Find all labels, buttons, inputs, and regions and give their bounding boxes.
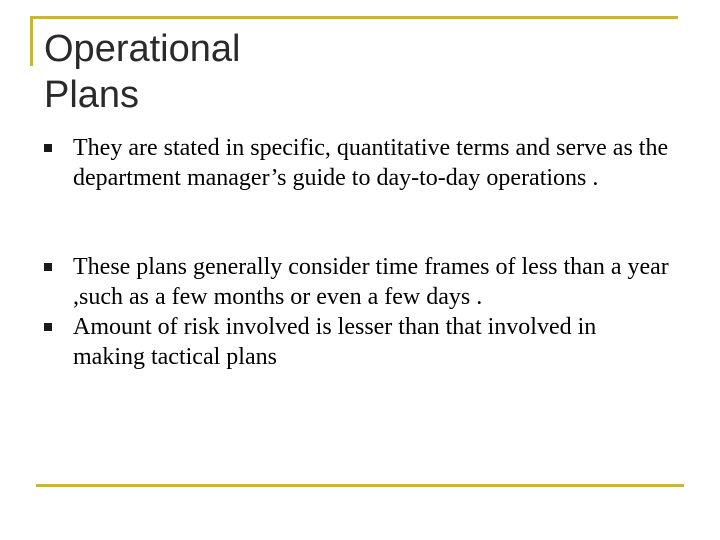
bullet-list	[44, 133, 674, 372]
slide-title-line-2: Plans	[44, 74, 140, 116]
slide-title	[44, 26, 644, 118]
bullet-text-2: These plans generally consider time frames of less than a year ,such as a few months or even a few days .	[73, 254, 669, 310]
square-bullet-icon	[44, 263, 52, 271]
slide-title-line-1: Operational	[44, 28, 241, 70]
bullet-item-2	[44, 252, 674, 312]
bullet-text-3: Amount of risk involved is lesser than that involved in making tactical plans	[73, 314, 597, 370]
square-bullet-icon	[44, 144, 52, 152]
bullet-item-1	[44, 133, 674, 193]
top-rule	[30, 16, 678, 19]
square-bullet-icon	[44, 323, 52, 331]
bullet-text-1: They are stated in specific, quantitative terms and serve as the department manager’s guide to day-to-day operations .	[73, 135, 669, 191]
bottom-rule	[36, 484, 684, 487]
left-rule	[30, 16, 33, 66]
bullet-item-3	[44, 312, 674, 372]
